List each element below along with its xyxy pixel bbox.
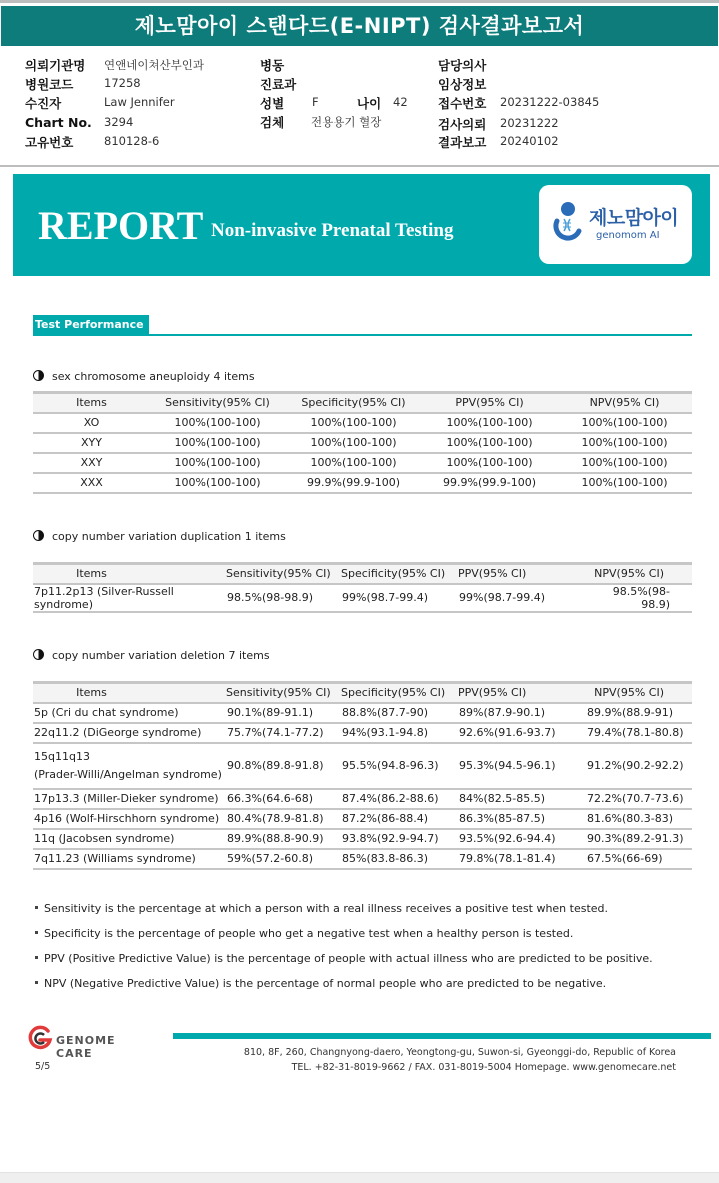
col-header-ppv: PPV(95% CI) — [458, 683, 586, 703]
cell-specificity: 99.9%(99.9-100) — [285, 473, 422, 493]
table-row — [33, 743, 692, 789]
cell-ppv: 93.5%(92.6-94.4) — [458, 829, 586, 849]
cell-specificity: 88.8%(87.7-90) — [341, 703, 458, 723]
section-title: copy number variation duplication 1 items — [52, 530, 286, 543]
cell-specificity: 94%(93.1-94.8) — [341, 723, 458, 743]
cell-sensitivity: 100%(100-100) — [150, 473, 285, 493]
value-receipt-no: 20231222-03845 — [500, 95, 600, 109]
table-row — [33, 809, 692, 829]
table-cnv-deletion — [33, 681, 692, 870]
cell-sensitivity: 98.5%(98-98.9) — [226, 584, 341, 612]
label-sex: 성별 — [260, 96, 285, 111]
cell-npv: 67.5%(66-69) — [586, 849, 692, 869]
col-header-specificity: Specificity(95% CI) — [341, 683, 458, 703]
cell-ppv: 99.9%(99.9-100) — [422, 473, 557, 493]
cell-sensitivity: 80.4%(78.9-81.8) — [226, 809, 341, 829]
banner-report-heading: REPORT — [38, 203, 204, 248]
note-npv — [35, 977, 653, 1002]
page-number: 5/5 — [35, 1061, 51, 1072]
half-circle-icon — [33, 370, 44, 381]
table-row — [33, 473, 692, 493]
table-row — [33, 453, 692, 473]
col-header-sensitivity: Sensitivity(95% CI) — [226, 564, 341, 584]
value-hospital-code: 17258 — [104, 76, 141, 90]
table-row — [33, 789, 692, 809]
label-result-report: 결과보고 — [438, 135, 487, 150]
cell-npv: 100%(100-100) — [557, 433, 692, 453]
cell-specificity: 85%(83.8-86.3) — [341, 849, 458, 869]
cell-item: XO — [33, 413, 150, 433]
cell-npv: 91.2%(90.2-92.2) — [586, 743, 692, 789]
note-text: Specificity is the percentage of people who get a negative test when a healthy person is tested. — [44, 927, 574, 940]
cell-specificity: 100%(100-100) — [285, 433, 422, 453]
value-specimen: 전용용기 혈장 — [311, 115, 382, 129]
table-row — [33, 723, 692, 743]
col-header-npv: NPV(95% CI) — [586, 564, 692, 584]
table-cnv-duplication — [33, 562, 692, 613]
table-sex-chromosome — [33, 391, 692, 494]
cell-npv: 98.5%(98-98.9) — [586, 584, 692, 612]
cell-specificity: 99%(98.7-99.4) — [341, 584, 458, 612]
col-header-ppv: PPV(95% CI) — [458, 564, 586, 584]
cell-item: XXY — [33, 453, 150, 473]
half-circle-icon — [33, 649, 44, 660]
col-header-items: Items — [33, 564, 226, 584]
col-header-ppv: PPV(95% CI) — [422, 393, 557, 413]
cell-ppv: 84%(82.5-85.5) — [458, 789, 586, 809]
cell-specificity: 87.4%(86.2-88.6) — [341, 789, 458, 809]
table-row — [33, 829, 692, 849]
value-chart-no: 3294 — [104, 115, 134, 129]
cell-sensitivity: 66.3%(64.6-68) — [226, 789, 341, 809]
cell-specificity: 100%(100-100) — [285, 413, 422, 433]
label-requesting-institution: 의뢰기관명 — [25, 58, 86, 73]
cell-npv: 79.4%(78.1-80.8) — [586, 723, 692, 743]
note-ppv — [35, 952, 653, 977]
cell-item: 7q11.23 (Williams syndrome) — [33, 849, 226, 869]
cell-item: 22q11.2 (DiGeorge syndrome) — [33, 723, 226, 743]
half-circle-icon — [33, 530, 44, 541]
test-performance-header — [33, 315, 692, 336]
cell-ppv: 100%(100-100) — [422, 453, 557, 473]
label-chart-no: Chart No. — [25, 115, 92, 130]
section-title: sex chromosome aneuploidy 4 items — [52, 370, 255, 383]
note-text: Sensitivity is the percentage at which a person with a real illness receives a positive test when tested. — [44, 902, 609, 915]
col-header-sensitivity: Sensitivity(95% CI) — [150, 393, 285, 413]
cell-npv: 90.3%(89.2-91.3) — [586, 829, 692, 849]
cell-npv: 89.9%(88.9-91) — [586, 703, 692, 723]
col-header-specificity: Specificity(95% CI) — [341, 564, 458, 584]
address-line: 810, 8F, 260, Changnyong-daero, Yeongtong-gu, Suwon-si, Gyeonggi-do, Republic of Korea — [243, 1047, 676, 1058]
value-unique-no: 810128-6 — [104, 134, 160, 148]
label-test-request: 검사의뢰 — [438, 117, 487, 132]
cell-sensitivity: 100%(100-100) — [150, 453, 285, 473]
section-cnv-deletion — [33, 649, 270, 662]
genome-care-logo — [27, 1025, 116, 1060]
label-department: 진료과 — [260, 77, 297, 92]
contact-line: TEL. +82-31-8019-9662 / FAX. 031-8019-5004 Homepage. www.genomecare.net — [291, 1062, 676, 1073]
cell-specificity: 87.2%(86-88.4) — [341, 809, 458, 829]
table-row — [33, 433, 692, 453]
cell-item: 5p (Cri du chat syndrome) — [33, 703, 226, 723]
cell-item-syndrome: (Prader-Willi/Angelman syndrome) — [34, 767, 222, 781]
cell-npv: 81.6%(80.3-83) — [586, 809, 692, 829]
cell-specificity: 93.8%(92.9-94.7) — [341, 829, 458, 849]
table-row — [33, 584, 692, 612]
col-header-npv: NPV(95% CI) — [586, 683, 692, 703]
col-header-sensitivity: Sensitivity(95% CI) — [226, 683, 341, 703]
bullet-icon — [35, 981, 38, 984]
section-title: copy number variation deletion 7 items — [52, 649, 270, 662]
section-sex-chromosome — [33, 370, 255, 383]
cell-npv: 100%(100-100) — [557, 413, 692, 433]
note-sensitivity — [35, 902, 653, 927]
cell-item-locus: 15q11q13 — [34, 749, 90, 763]
cell-sensitivity: 75.7%(74.1-77.2) — [226, 723, 341, 743]
value-patient: Law Jennifer — [104, 95, 175, 109]
value-age: 42 — [393, 95, 408, 109]
page-bottom-strip — [0, 1172, 719, 1183]
logo-english-text: genomom AI — [596, 230, 660, 241]
cell-npv: 100%(100-100) — [557, 473, 692, 493]
value-sex: F — [312, 95, 319, 109]
label-specimen: 검체 — [260, 115, 285, 130]
cell-ppv: 89%(87.9-90.1) — [458, 703, 586, 723]
cell-item: 11q (Jacobsen syndrome) — [33, 829, 226, 849]
value-result-report: 20240102 — [500, 134, 559, 148]
col-header-items: Items — [33, 393, 150, 413]
logo-korean-text: 제노맘아이 — [589, 207, 679, 229]
cell-ppv: 95.3%(94.5-96.1) — [458, 743, 586, 789]
label-clinical-info: 임상정보 — [438, 77, 487, 92]
bullet-icon — [35, 931, 38, 934]
cell-item: XYY — [33, 433, 150, 453]
test-performance-tab: Test Performance — [33, 315, 149, 335]
cell-sensitivity: 89.9%(88.8-90.9) — [226, 829, 341, 849]
report-title: 제노맘아이 스탠다드(E-NIPT) 검사결과보고서 — [1, 6, 718, 46]
cell-ppv: 99%(98.7-99.4) — [458, 584, 586, 612]
bullet-icon — [35, 956, 38, 959]
label-ward: 병동 — [260, 58, 285, 73]
table-row — [33, 703, 692, 723]
note-specificity — [35, 927, 653, 952]
note-text: PPV (Positive Predictive Value) is the percentage of people with actual illness who are predicted to be positive. — [44, 952, 653, 965]
cell-npv: 100%(100-100) — [557, 453, 692, 473]
cell-sensitivity: 59%(57.2-60.8) — [226, 849, 341, 869]
cell-sensitivity: 100%(100-100) — [150, 413, 285, 433]
label-hospital-code: 병원코드 — [25, 77, 74, 92]
patient-info — [0, 54, 719, 154]
cell-item — [33, 743, 226, 789]
cell-item: 17p13.3 (Miller-Dieker syndrome) — [33, 789, 226, 809]
table-row — [33, 413, 692, 433]
cell-specificity: 95.5%(94.8-96.3) — [341, 743, 458, 789]
label-doctor: 담당의사 — [438, 58, 487, 73]
label-receipt-no: 접수번호 — [438, 96, 487, 111]
cell-ppv: 100%(100-100) — [422, 413, 557, 433]
cell-ppv: 92.6%(91.6-93.7) — [458, 723, 586, 743]
top-rule — [0, 0, 719, 3]
cell-ppv: 100%(100-100) — [422, 433, 557, 453]
cell-specificity: 100%(100-100) — [285, 453, 422, 473]
cell-item: XXX — [33, 473, 150, 493]
company-name: GENOME CARE — [56, 1034, 116, 1060]
bullet-icon — [35, 906, 38, 909]
footer-accent-bar — [173, 1033, 711, 1039]
mother-baby-logo-icon — [551, 201, 585, 247]
cell-ppv: 86.3%(85-87.5) — [458, 809, 586, 829]
label-age: 나이 — [357, 96, 382, 111]
label-patient: 수진자 — [25, 96, 62, 111]
col-header-items: Items — [33, 683, 226, 703]
value-test-request: 20231222 — [500, 116, 559, 130]
cell-sensitivity: 90.8%(89.8-91.8) — [226, 743, 341, 789]
cell-npv: 72.2%(70.7-73.6) — [586, 789, 692, 809]
genome-care-g-icon — [27, 1025, 53, 1051]
cell-sensitivity: 90.1%(89-91.1) — [226, 703, 341, 723]
value-requesting-institution: 연앤네이쳐산부인과 — [104, 58, 204, 72]
cell-ppv: 79.8%(78.1-81.4) — [458, 849, 586, 869]
section-cnv-duplication — [33, 530, 286, 543]
table-row — [33, 849, 692, 869]
cell-sensitivity: 100%(100-100) — [150, 433, 285, 453]
report-banner — [13, 174, 710, 276]
cell-item: 7p11.2p13 (Silver-Russell syndrome) — [33, 584, 226, 612]
label-unique-no: 고유번호 — [25, 135, 74, 150]
cell-item: 4p16 (Wolf-Hirschhorn syndrome) — [33, 809, 226, 829]
genomom-logo — [539, 185, 692, 264]
footer-address — [244, 1045, 676, 1075]
note-text: NPV (Negative Predictive Value) is the percentage of normal people who are predicted to be negative. — [44, 977, 607, 990]
separator — [0, 165, 719, 167]
banner-subtitle: Non-invasive Prenatal Testing — [211, 220, 454, 241]
col-header-specificity: Specificity(95% CI) — [285, 393, 422, 413]
col-header-npv: NPV(95% CI) — [557, 393, 692, 413]
definitions-notes — [35, 902, 653, 1002]
